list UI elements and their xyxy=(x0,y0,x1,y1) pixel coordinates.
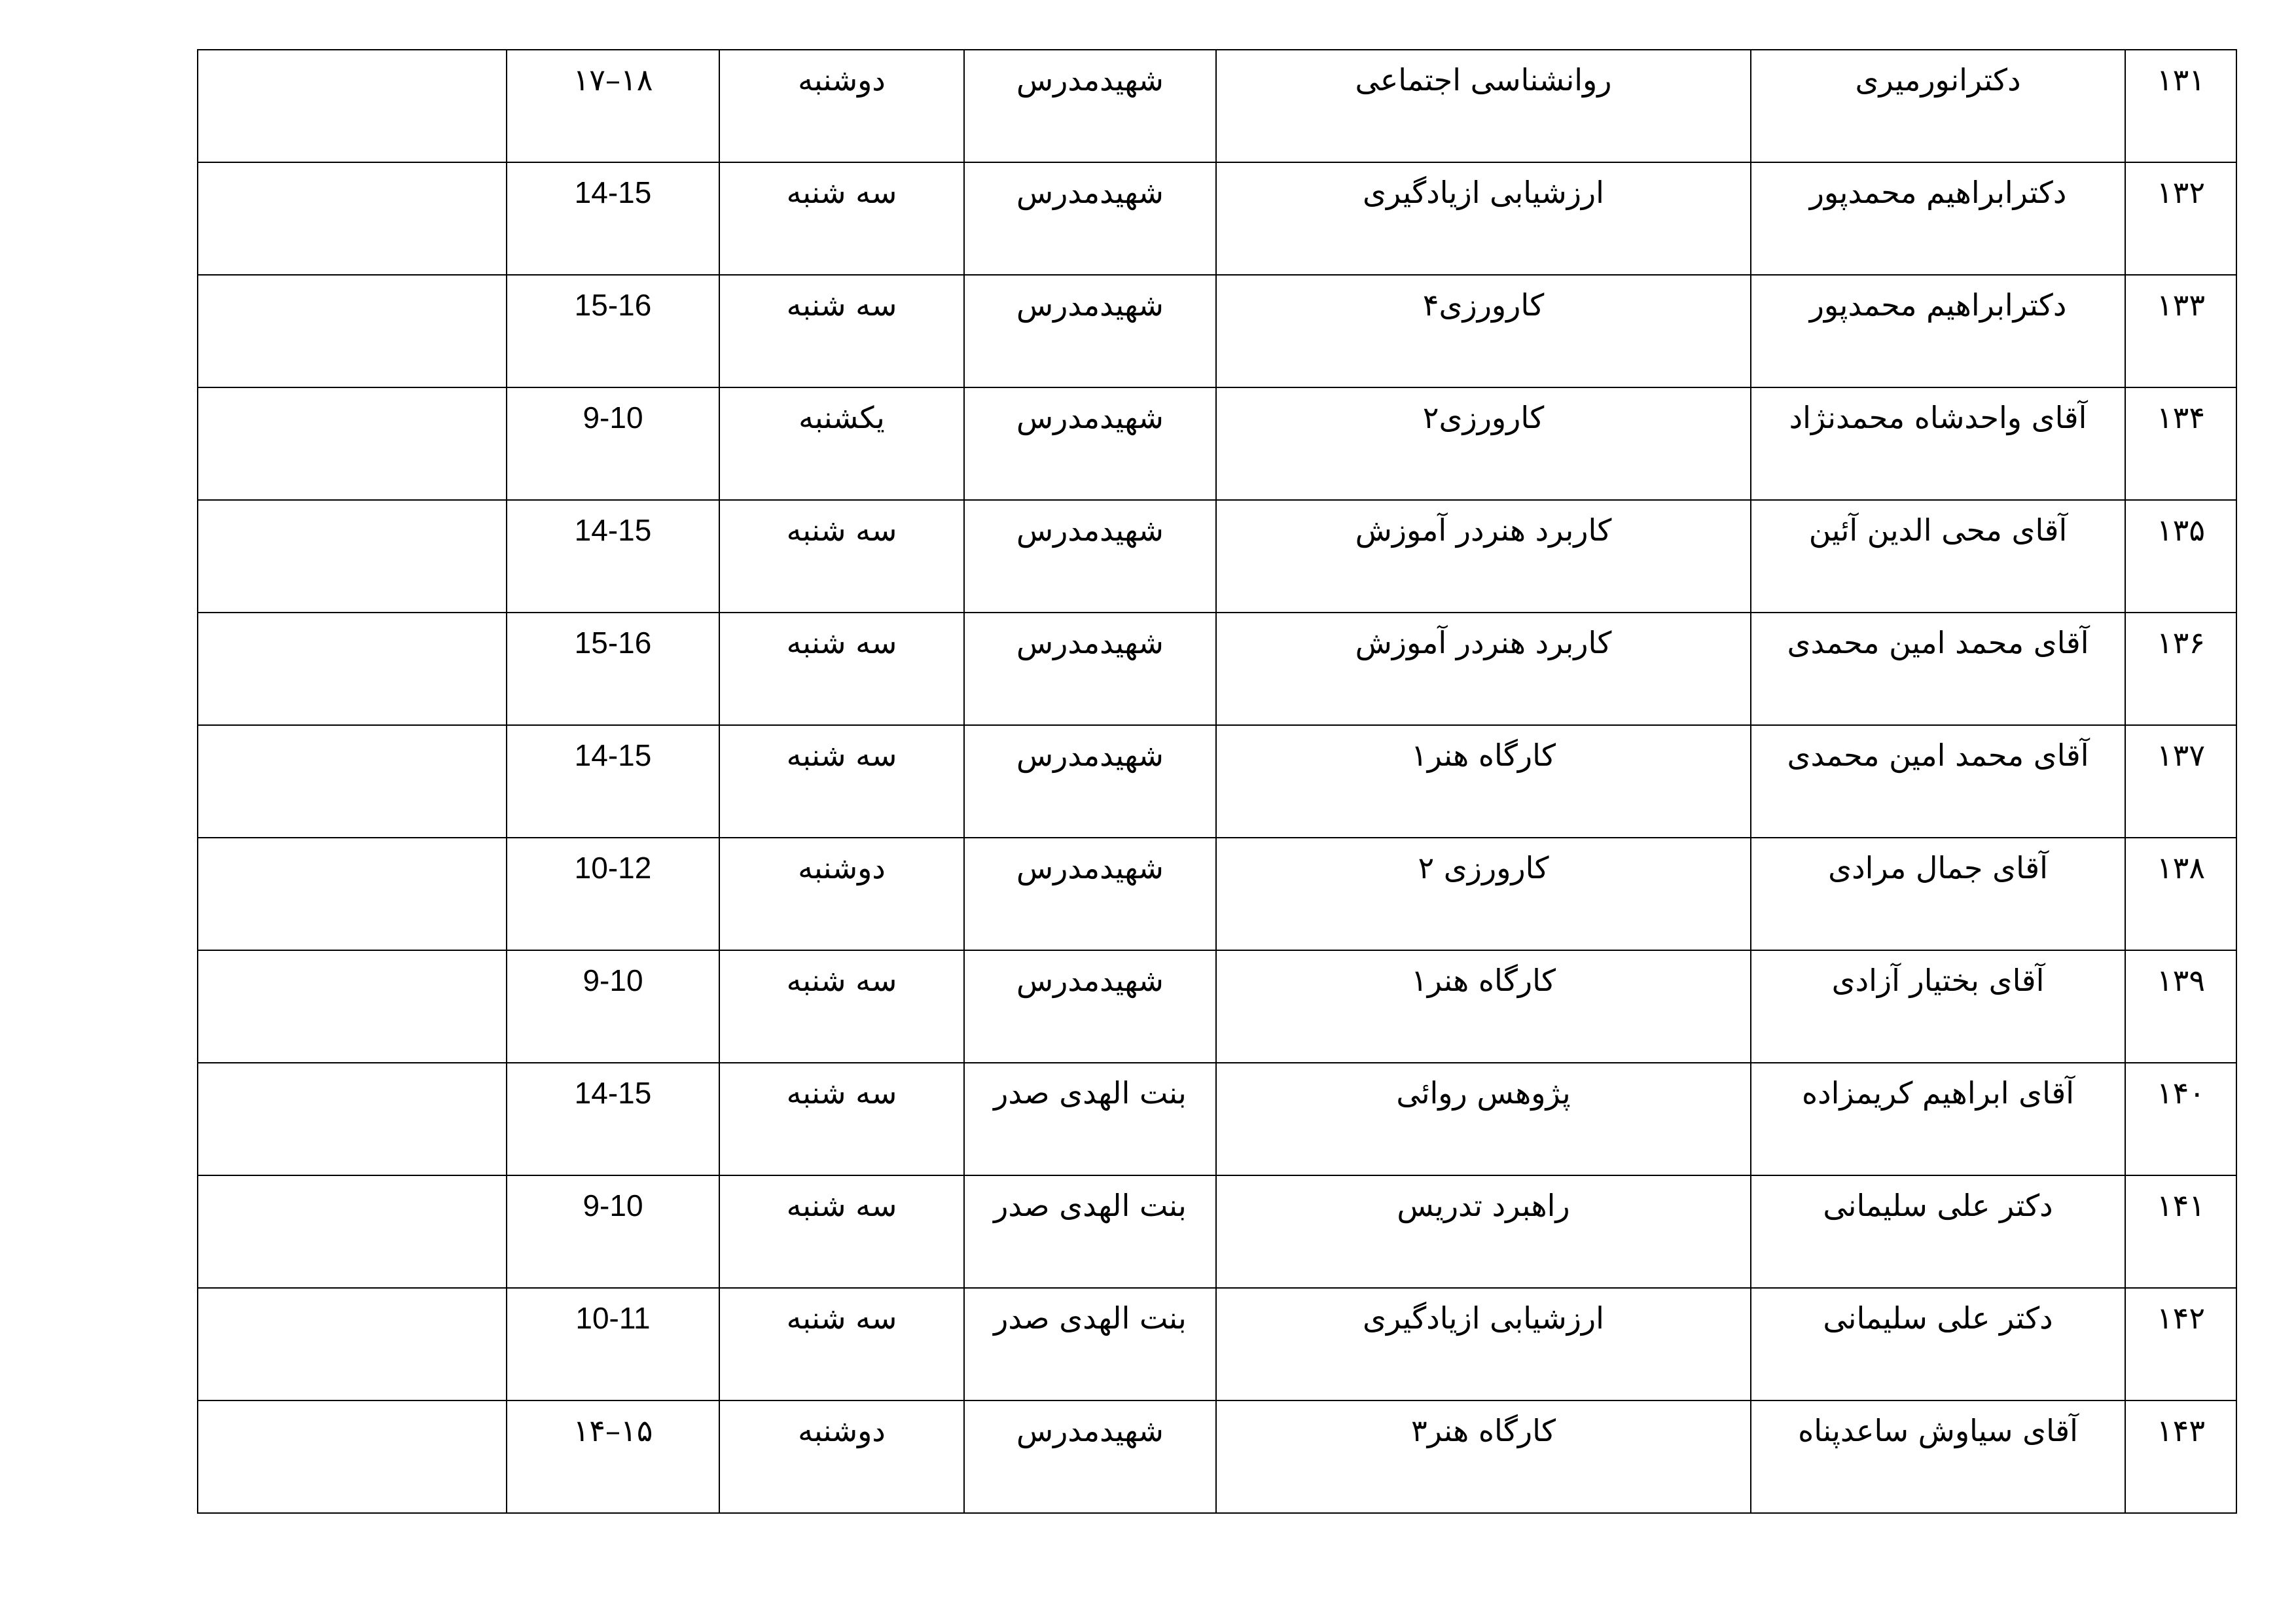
instructor-name-cell: دکتر علی سلیمانی xyxy=(1751,1288,2125,1400)
blank-cell xyxy=(198,950,507,1063)
instructor-name-cell: دکتر علی سلیمانی xyxy=(1751,1175,2125,1288)
course-title-cell: ارزشیابی ازیادگیری xyxy=(1216,162,1751,275)
table-row xyxy=(198,950,2236,1063)
day-cell: سه شنبه xyxy=(719,1175,964,1288)
time-cell: 9-10 xyxy=(507,387,719,500)
school-name-cell: شهیدمدرس xyxy=(964,500,1216,613)
row-number-cell: ۱۳۷ xyxy=(2125,725,2236,838)
time-cell: ۱۸–۱۷ xyxy=(507,50,719,162)
blank-cell xyxy=(198,613,507,725)
table-row xyxy=(198,500,2236,613)
school-name-cell: شهیدمدرس xyxy=(964,725,1216,838)
table-row xyxy=(198,1288,2236,1400)
row-number-cell: ۱۳۸ xyxy=(2125,838,2236,950)
school-name-cell: شهیدمدرس xyxy=(964,387,1216,500)
course-title-cell: کاربرد هنردر آموزش xyxy=(1216,500,1751,613)
table-row xyxy=(198,387,2236,500)
time-cell: 14-15 xyxy=(507,1063,719,1175)
table-row xyxy=(198,725,2236,838)
row-number-cell: ۱۳۴ xyxy=(2125,387,2236,500)
school-name-cell: بنت الهدی صدر xyxy=(964,1175,1216,1288)
day-cell: سه شنبه xyxy=(719,1063,964,1175)
row-number-cell: ۱۴۲ xyxy=(2125,1288,2236,1400)
row-number-cell: ۱۴۳ xyxy=(2125,1400,2236,1513)
table-row xyxy=(198,162,2236,275)
course-title-cell: روانشناسی اجتماعی xyxy=(1216,50,1751,162)
row-number-cell: ۱۳۳ xyxy=(2125,275,2236,387)
instructor-name-cell: آقای ابراهیم کریمزاده xyxy=(1751,1063,2125,1175)
day-cell: دوشنبه xyxy=(719,838,964,950)
day-cell: سه شنبه xyxy=(719,613,964,725)
blank-cell xyxy=(198,162,507,275)
time-cell: ۱۵–۱۴ xyxy=(507,1400,719,1513)
instructor-name-cell: دکترابراهیم محمدپور xyxy=(1751,162,2125,275)
school-name-cell: بنت الهدی صدر xyxy=(964,1063,1216,1175)
table-row xyxy=(198,1400,2236,1513)
blank-cell xyxy=(198,275,507,387)
school-name-cell: شهیدمدرس xyxy=(964,838,1216,950)
course-title-cell: پژوهس روائی xyxy=(1216,1063,1751,1175)
table-row xyxy=(198,275,2236,387)
table-row xyxy=(198,1175,2236,1288)
time-cell: 14-15 xyxy=(507,162,719,275)
course-title-cell: ارزشیابی ازیادگیری xyxy=(1216,1288,1751,1400)
course-title-cell: کاربرد هنردر آموزش xyxy=(1216,613,1751,725)
day-cell: سه شنبه xyxy=(719,725,964,838)
blank-cell xyxy=(198,725,507,838)
course-title-cell: کارورزی ۲ xyxy=(1216,838,1751,950)
blank-cell xyxy=(198,500,507,613)
day-cell: سه شنبه xyxy=(719,1288,964,1400)
course-title-cell: کارورزی۴ xyxy=(1216,275,1751,387)
row-number-cell: ۱۳۹ xyxy=(2125,950,2236,1063)
blank-cell xyxy=(198,1175,507,1288)
row-number-cell: ۱۳۲ xyxy=(2125,162,2236,275)
day-cell: سه شنبه xyxy=(719,275,964,387)
row-number-cell: ۱۳۱ xyxy=(2125,50,2236,162)
blank-cell xyxy=(198,50,507,162)
table-row xyxy=(198,50,2236,162)
school-name-cell: شهیدمدرس xyxy=(964,613,1216,725)
instructor-name-cell: آقای محمد امین محمدی xyxy=(1751,613,2125,725)
time-cell: 10-11 xyxy=(507,1288,719,1400)
instructor-name-cell: آقای واحدشاه محمدنژاد xyxy=(1751,387,2125,500)
row-number-cell: ۱۳۶ xyxy=(2125,613,2236,725)
school-name-cell: شهیدمدرس xyxy=(964,1400,1216,1513)
time-cell: 15-16 xyxy=(507,275,719,387)
course-title-cell: کارورزی۲ xyxy=(1216,387,1751,500)
blank-cell xyxy=(198,838,507,950)
schedule-table xyxy=(197,49,2237,1514)
time-cell: 10-12 xyxy=(507,838,719,950)
course-title-cell: راهبرد تدریس xyxy=(1216,1175,1751,1288)
course-title-cell: کارگاه هنر۱ xyxy=(1216,725,1751,838)
course-title-cell: کارگاه هنر۱ xyxy=(1216,950,1751,1063)
school-name-cell: بنت الهدی صدر xyxy=(964,1288,1216,1400)
blank-cell xyxy=(198,1400,507,1513)
blank-cell xyxy=(198,1063,507,1175)
table-row xyxy=(198,1063,2236,1175)
course-title-cell: کارگاه هنر۳ xyxy=(1216,1400,1751,1513)
instructor-name-cell: آقای جمال مرادی xyxy=(1751,838,2125,950)
time-cell: 15-16 xyxy=(507,613,719,725)
table-row xyxy=(198,613,2236,725)
blank-cell xyxy=(198,387,507,500)
schedule-table-body xyxy=(198,50,2236,1513)
school-name-cell: شهیدمدرس xyxy=(964,50,1216,162)
row-number-cell: ۱۴۱ xyxy=(2125,1175,2236,1288)
instructor-name-cell: دکترانورمیری xyxy=(1751,50,2125,162)
instructor-name-cell: آقای بختیار آزادی xyxy=(1751,950,2125,1063)
row-number-cell: ۱۳۵ xyxy=(2125,500,2236,613)
blank-cell xyxy=(198,1288,507,1400)
row-number-cell: ۱۴۰ xyxy=(2125,1063,2236,1175)
day-cell: سه شنبه xyxy=(719,500,964,613)
time-cell: 9-10 xyxy=(507,1175,719,1288)
school-name-cell: شهیدمدرس xyxy=(964,162,1216,275)
day-cell: دوشنبه xyxy=(719,1400,964,1513)
time-cell: 14-15 xyxy=(507,725,719,838)
instructor-name-cell: دکترابراهیم محمدپور xyxy=(1751,275,2125,387)
day-cell: دوشنبه xyxy=(719,50,964,162)
day-cell: سه شنبه xyxy=(719,950,964,1063)
time-cell: 14-15 xyxy=(507,500,719,613)
instructor-name-cell: آقای محمد امین محمدی xyxy=(1751,725,2125,838)
table-row xyxy=(198,838,2236,950)
school-name-cell: شهیدمدرس xyxy=(964,275,1216,387)
school-name-cell: شهیدمدرس xyxy=(964,950,1216,1063)
instructor-name-cell: آقای سیاوش ساعدپناه xyxy=(1751,1400,2125,1513)
day-cell: سه شنبه xyxy=(719,162,964,275)
instructor-name-cell: آقای محی الدین آئین xyxy=(1751,500,2125,613)
time-cell: 9-10 xyxy=(507,950,719,1063)
day-cell: یکشنبه xyxy=(719,387,964,500)
